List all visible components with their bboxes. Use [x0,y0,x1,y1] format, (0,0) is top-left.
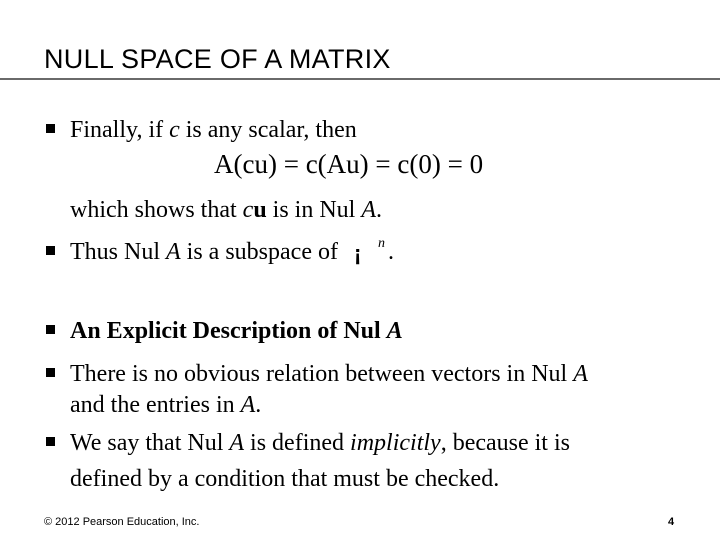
bullet-square-icon [46,325,55,334]
real-space-symbol: ¡ n [353,236,385,266]
copyright-footer: © 2012 Pearson Education, Inc. [44,516,200,528]
equation-text: A(cu) = c(Au) = c(0) = 0 [214,149,484,179]
bullet-square-icon [46,437,55,446]
title-divider [0,78,720,80]
slide-title: NULL SPACE OF A MATRIX [44,44,391,74]
bullet-3-heading: An Explicit Description of Nul A [70,318,403,344]
equation [214,148,483,180]
bullet-2-text: Thus Nul A is a subspace of ¡ n . [70,236,394,266]
continuation-text: which shows that cu is in Nul A. [70,197,383,223]
bullet-square-icon [46,246,55,255]
page-number: 4 [668,516,675,528]
bullet-square-icon [46,368,55,377]
bullet-1-text: Finally, if c is any scalar, then [70,117,357,143]
bullet-5-line-1: We say that Nul A is defined implicitly, because it is [70,430,570,456]
bullet-4-line-1: There is no obvious relation between vectors in Nul A [70,361,588,387]
bullet-4-line-2: and the entries in A. [70,392,262,418]
bullet-5-line-2: defined by a condition that must be checked. [70,466,500,492]
bullet-square-icon [46,124,55,133]
